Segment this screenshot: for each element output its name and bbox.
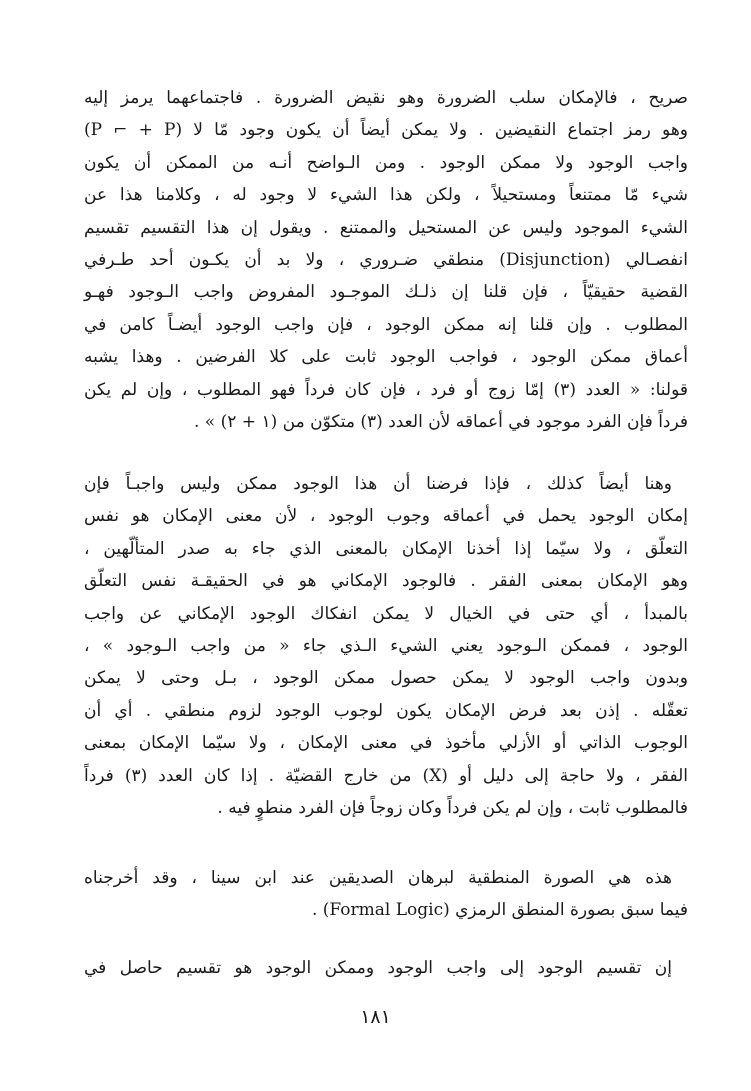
text-line: شيء مّا ممتنعاً ومستحيلاً ، ولكن هذا الشيء لا وجود له ، وكلامنا هذا عن <box>84 185 688 206</box>
paragraph-4 <box>84 952 688 984</box>
text-line: بالمبدأ ، أي حتى في الخيال لا يمكن انفكاك الوجود الإمكاني عن واجب <box>84 603 688 624</box>
text-line: إن تقسيم الوجود إلى واجب الوجود وممكن الوجود هو تقسيم حاصل في <box>84 958 672 978</box>
page-number: ١٨١ <box>360 1006 391 1028</box>
paragraph-1 <box>84 82 688 438</box>
text-line: الفقر ، ولا حاجة إلى دليل أو (X) من خارج القضيّة . إذا كان العدد (٣) فرداً <box>84 765 688 786</box>
text-line: فرداً فإن الفرد موجود في أعماقه لأن العدد (٣) متكوّن من (١ + ٢) » . <box>194 411 688 432</box>
text-line: الوجود ، فممكن الـوجود يعني الشيء الـذي جاء « من واجب الـوجود » ، <box>84 635 688 656</box>
text-line: قولنا: « العدد (٣) إمّا زوج أو فرد ، فإن كان فرداً فهو المطلوب ، وإن لم يكن <box>84 379 688 400</box>
text-line: فيما سبق بصورة المنطق الرمزي (Formal Logic) . <box>311 900 688 921</box>
text-line: تعقّله . إذن بعد فرض الإمكان يكون لوجوب الوجود لزوم منطقي . أي أن <box>84 700 688 721</box>
text-line: التعلّق ، ولا سيّما إذا أخذنا الإمكان بالمعنى الذي جاء به صدر المتألّهين ، <box>84 538 688 559</box>
text-line: وبدون واجب الوجود لا يمكن حصول ممكن الوجود ، بـل وحتى لا يمكن <box>84 668 688 689</box>
text-line: وهنا أيضاً كذلك ، فإذا فرضنا أن هذا الوجود ممكن وليس واجبـاً فإن <box>84 474 672 494</box>
text-line: إمكان الوجود يحمل في أعماقه وجوب الوجود ، لأن معنى الإمكان هو نفس <box>84 506 688 527</box>
text-line: فالمطلوب ثابت ، وإن لم يكن فرداً وكان زوجاً فإن الفرد منطوٍ فيه . <box>217 797 688 818</box>
paragraph-2 <box>84 468 688 824</box>
text-line: أعماق ممكن الوجود ، فواجب الوجود ثابت على كلا الفرضين . وهذا يشبه <box>84 347 688 368</box>
paragraph-3 <box>84 862 688 927</box>
document-page <box>84 72 688 1062</box>
text-line: الوجوب الذاتي أو الأزلي مأخوذ في معنى الإمكان ، ولا سيّما الإمكان بمعنى <box>84 733 688 754</box>
text-line: هذه هي الصورة المنطقية لبرهان الصديقين عند ابن سينا ، وقد أخرجناه <box>84 868 672 888</box>
text-line: القضية حقيقيّاً ، فإن قلنا إن ذلـك الموجـود المفروض واجب الـوجود فهـو <box>84 282 688 303</box>
text-line: المطلوب . وإن قلنا إنه ممكن الوجود ، فإن واجب الوجود أيضـاً كامن في <box>84 314 688 335</box>
text-line: انفصـالي (Disjunction) منطقي ضـروري ، ولا بد أن يكـون أحد طـرفي <box>84 249 689 270</box>
text-line: صريح ، فالإمكان سلب الضرورة وهو نقيض الضرورة . فاجتماعهما يرمز إليه <box>84 88 688 108</box>
text-line: (P ⌐ + P) وهو رمز اجتماع النقيضين . ولا يمكن أيضاً أن يكون وجود مّا لا <box>84 120 688 141</box>
text-line: وهو الإمكان بمعنى الفقر . فالوجود الإمكاني هو في الحقيقـة نفس التعلّق <box>84 571 688 592</box>
text-line: واجب الوجود ولا ممكن الوجود . ومن الـواضح أنـه من الممكن أن يكون <box>84 152 688 173</box>
text-line: الشيء الموجود وليس عن المستحيل والممتنع . ويقول إن هذا التقسيم تقسيم <box>84 217 688 238</box>
